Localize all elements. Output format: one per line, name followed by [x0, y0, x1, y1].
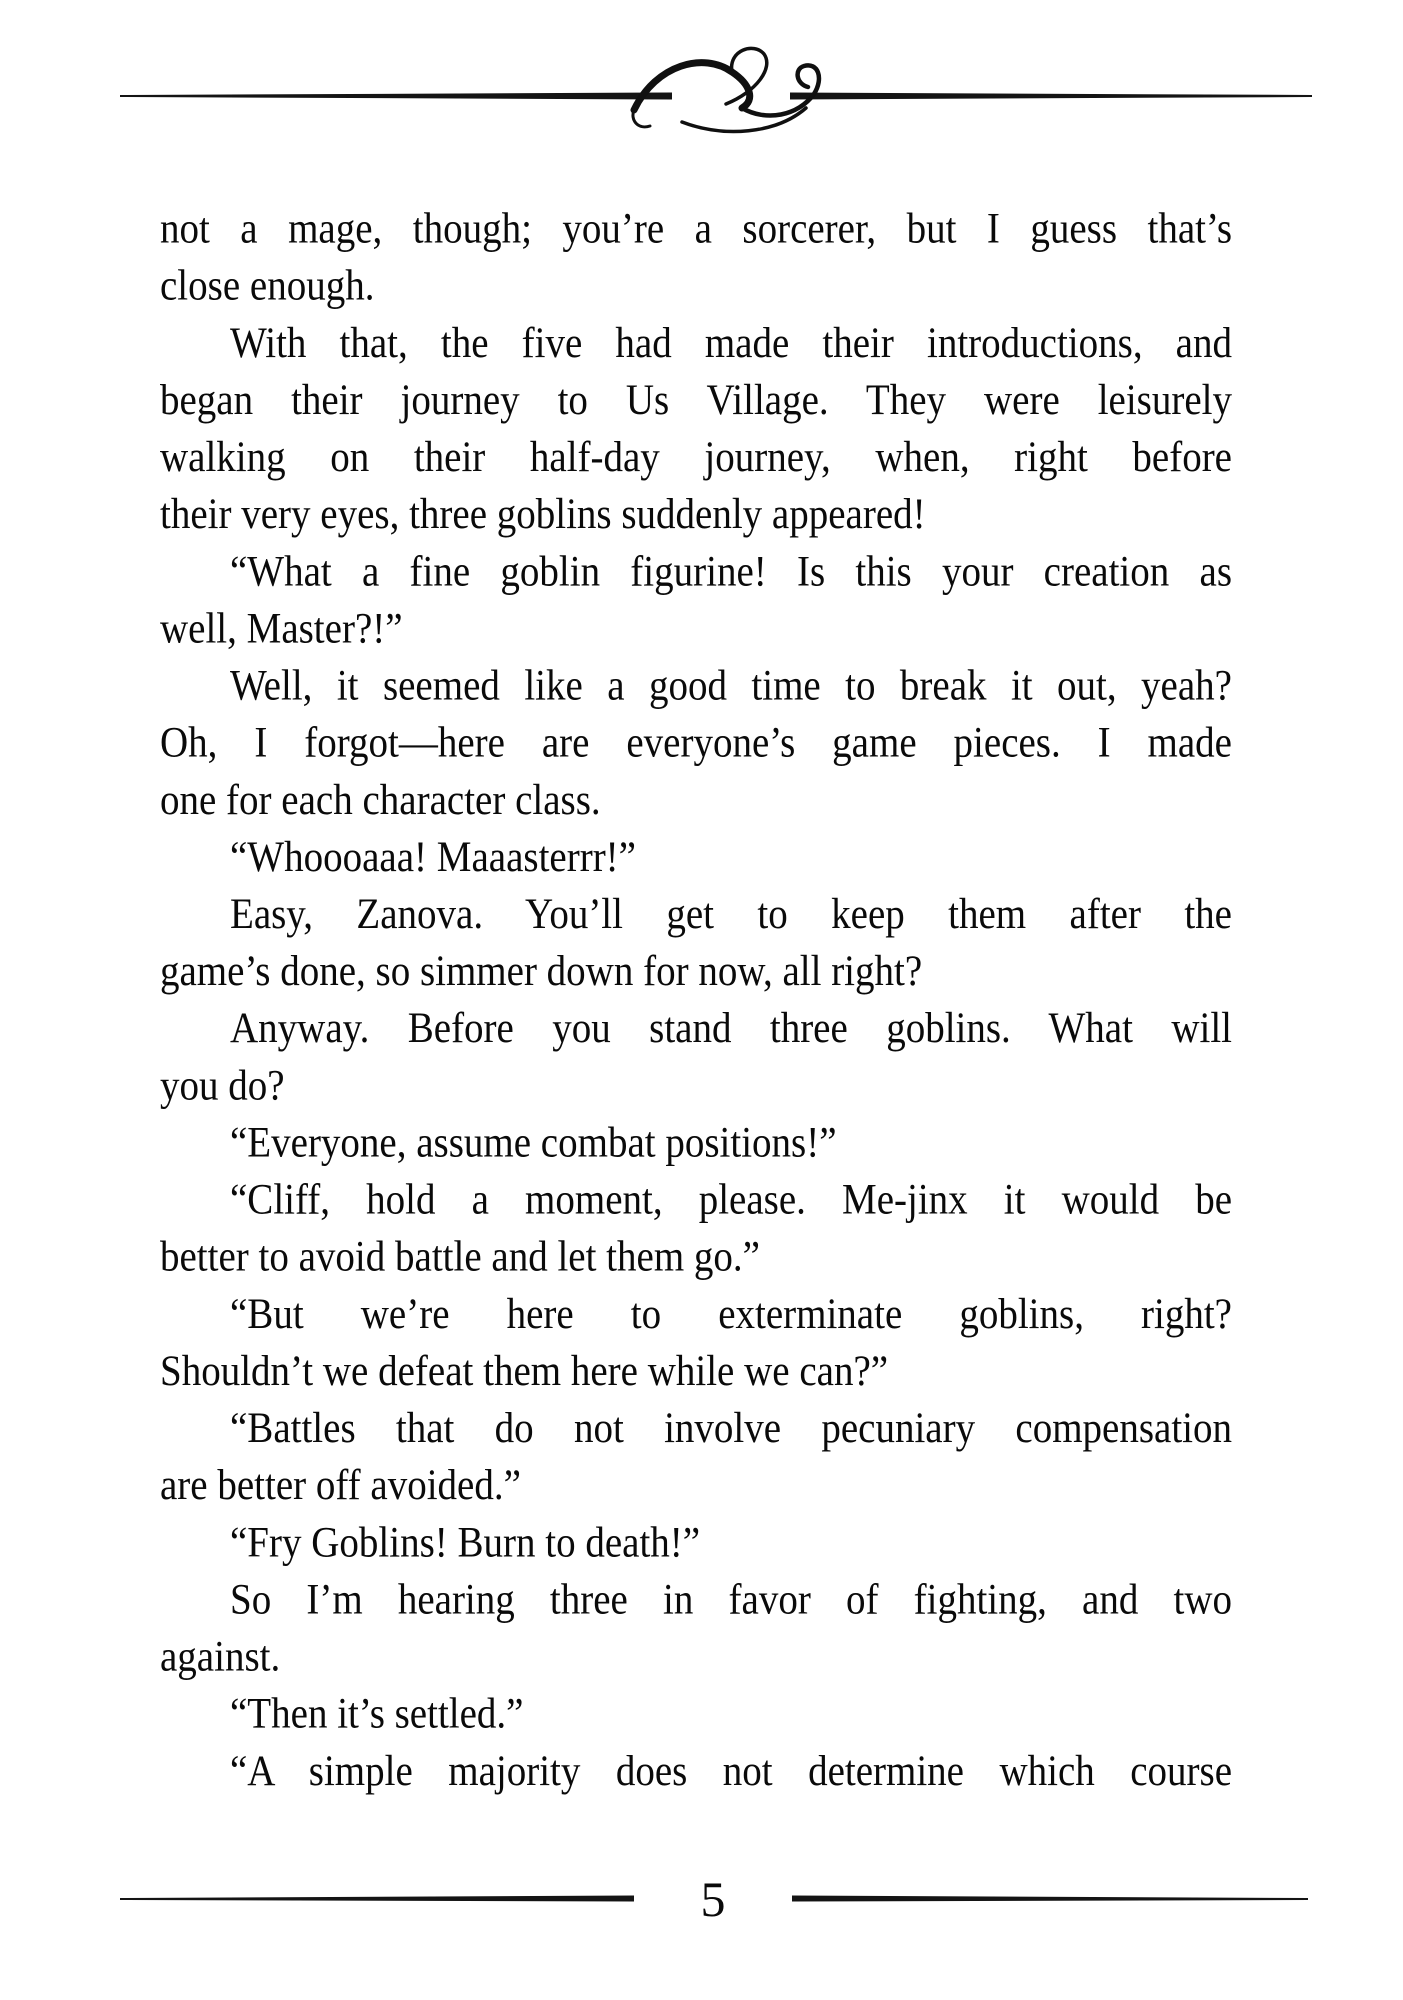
text-line: “Everyone, assume combat positions!”: [230, 1118, 837, 1167]
text-line: well, Master?!”: [160, 604, 403, 653]
text-line: better to avoid battle and let them go.”: [160, 1232, 760, 1281]
header-rule-right: [790, 93, 1312, 100]
footer-rule-left: [120, 1896, 634, 1902]
text-line: Well, it seemed like a good time to break it out, yeah?: [230, 661, 1232, 710]
text-line: against.: [160, 1632, 281, 1681]
text-line: “Whoooaaa! Maaasterrr!”: [230, 832, 636, 881]
text-line: you do?: [160, 1061, 285, 1110]
text-line: Easy, Zanova. You’ll get to keep them after the: [230, 889, 1232, 939]
text-line: “Then it’s settled.”: [230, 1689, 524, 1738]
header-rule-left: [120, 93, 672, 100]
text-line: are better off avoided.”: [160, 1461, 521, 1510]
text-line: “But we’re here to exterminate goblins, right?: [230, 1289, 1232, 1338]
text-line: Shouldn’t we defeat them here while we can?”: [160, 1346, 889, 1396]
text-line: began their journey to Us Village. They were leisurely: [160, 375, 1232, 424]
page-number: 5: [700, 1871, 726, 1927]
text-line: close enough.: [160, 261, 375, 310]
header-divider: [0, 40, 1403, 160]
text-line: “Cliff, hold a moment, please. Me-jinx it would be: [230, 1175, 1232, 1224]
text-line: With that, the five had made their introductions, and: [230, 318, 1232, 367]
footer-rule-right: [792, 1896, 1308, 1902]
text-line: one for each character class.: [160, 775, 601, 824]
text-line: not a mage, though; you’re a sorcerer, but I guess that’s: [160, 204, 1232, 253]
text-line: Anyway. Before you stand three goblins. What will: [230, 1004, 1232, 1053]
text-line: walking on their half-day journey, when, right before: [160, 432, 1232, 482]
text-line: game’s done, so simmer down for now, all right?: [160, 947, 923, 996]
text-line: “Battles that do not involve pecuniary compensation: [230, 1404, 1232, 1453]
text-line: “Fry Goblins! Burn to death!”: [230, 1518, 701, 1567]
flourish-icon: [633, 48, 819, 131]
text-line: “What a fine goblin figurine! Is this your creation as: [230, 547, 1232, 596]
text-line: So I’m hearing three in favor of fighting, and two: [230, 1575, 1232, 1624]
text-line: Oh, I forgot—here are everyone’s game pieces. I made: [160, 718, 1232, 767]
text-line: “A simple majority does not determine which course: [230, 1746, 1232, 1795]
body-text: [160, 200, 1232, 1799]
text-line: their very eyes, three goblins suddenly appeared!: [160, 490, 926, 539]
